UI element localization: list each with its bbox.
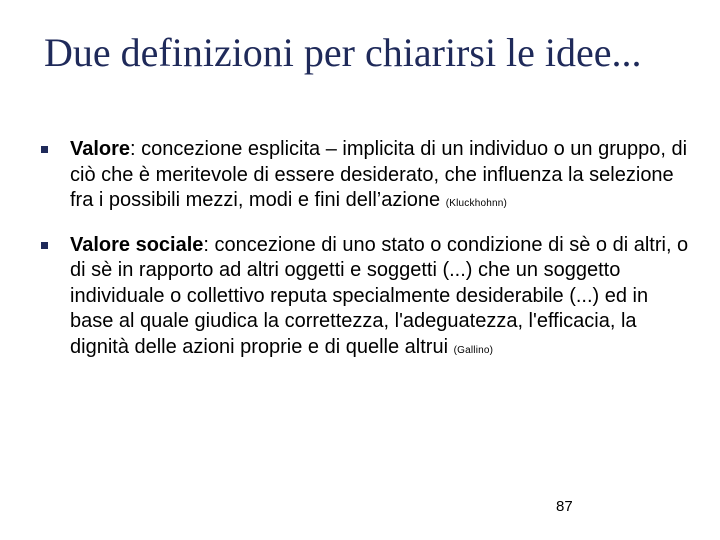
bullet-citation: (Gallino): [453, 344, 494, 356]
bullet-text: concezione esplicita – implicita di un individuo o un gruppo, di ciò che è meritevole di essere desiderato, che influenza la selezione fra i possibili mezzi, modi e fini dell’azione: [70, 138, 688, 211]
page-number: 87: [556, 498, 573, 515]
bullet-item-valore-sociale: [40, 233, 690, 364]
bullet-citation: (Kluckhohnn): [445, 198, 508, 209]
bullet-term: Valore: [70, 138, 131, 160]
bullet-item-valore: [40, 137, 690, 217]
bullet-list: [40, 137, 690, 363]
bullet-term: Valore sociale: [70, 233, 204, 256]
square-bullet-icon: [41, 146, 48, 153]
bullet-separator: :: [130, 138, 142, 160]
square-bullet-icon: [41, 242, 48, 249]
bullet-text: concezione di uno stato o condizione di sè o di altri, o di sè in rapporto ad altri oggetti e soggetti (...) che un soggetto individuale o collettivo reputa specialmente desiderabile (...) ed in base al quale giudica la correttezza, l'adeguatezza, l'efficacia, la dignità delle azioni proprie e di quelle altrui: [70, 233, 689, 358]
bullet-separator: :: [203, 233, 215, 256]
slide-title: Due definizioni per chiarirsi le idee...: [44, 30, 642, 75]
